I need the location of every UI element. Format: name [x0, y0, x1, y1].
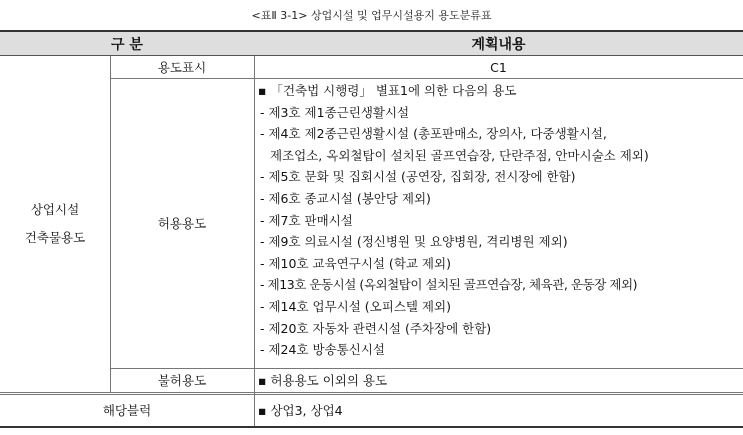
allowed-item: - 제6호 종교시설 (봉안당 제외) [260, 190, 431, 206]
allowed-list [254, 80, 743, 368]
grid-line [0, 392, 743, 393]
display-value: C1 [490, 59, 507, 75]
category-line-1: 상업시설 [30, 202, 80, 217]
allowed-item: - 제24호 방송통신시설 [260, 342, 385, 358]
forbidden-label: 불허용도 [157, 373, 207, 388]
allowed-item: - 제14호 업무시설 (오피스텔 제외) [260, 298, 451, 314]
display-label: 용도표시 [157, 60, 207, 75]
header-content: 계획내용 [254, 30, 743, 56]
grid-line [0, 394, 743, 395]
block-value: ▪ 상업3, 상업4 [258, 403, 343, 418]
land-use-table [0, 30, 743, 428]
allowed-item: - 제10호 교육연구시설 (학교 제외) [260, 255, 451, 271]
allowed-item: - 제9호 의료시설 (정신병원 및 요양병원, 격리병원 제외) [260, 234, 568, 250]
allowed-item: ▪ 「건축법 시행령」 별표1에 의한 다음의 용도 [258, 83, 517, 98]
allowed-item: - 제4호 제2종근린생활시설 (총포판매소, 장의사, 다중생활시설, [260, 126, 607, 142]
category-label [0, 56, 110, 392]
allowed-item: - 제7호 판매시설 [260, 212, 353, 228]
block-label: 해당블럭 [102, 403, 152, 418]
category-line-2: 건축물용도 [24, 230, 86, 245]
allowed-item: 제조업소, 옥외철탑이 설치된 골프연습장, 단란주점, 안마시술소 제외) [270, 147, 649, 163]
grid-line [254, 56, 255, 426]
allowed-item: - 제5호 문화 및 집회시설 (공연장, 집회장, 전시장에 한함) [260, 169, 576, 185]
grid-line [110, 368, 743, 369]
grid-line [110, 56, 111, 392]
table-bottom-border [0, 426, 743, 428]
allowed-label: 허용용도 [157, 216, 207, 231]
allowed-item: - 제13호 운동시설 (옥외철탑이 설치된 골프연습장, 체육관, 운동장 제외) [260, 277, 638, 293]
table-caption: <표Ⅱ 3-1> 상업시설 및 업무시설용지 용도분류표 [251, 9, 492, 22]
header-category: 구 분 [0, 30, 254, 56]
grid-line [110, 78, 743, 79]
allowed-item: - 제3호 제1종근린생활시설 [260, 104, 410, 120]
forbidden-value: ▪ 허용용도 이외의 용도 [258, 373, 388, 388]
allowed-item: - 제20호 자동차 관련시설 (주차장에 한함) [260, 320, 492, 336]
